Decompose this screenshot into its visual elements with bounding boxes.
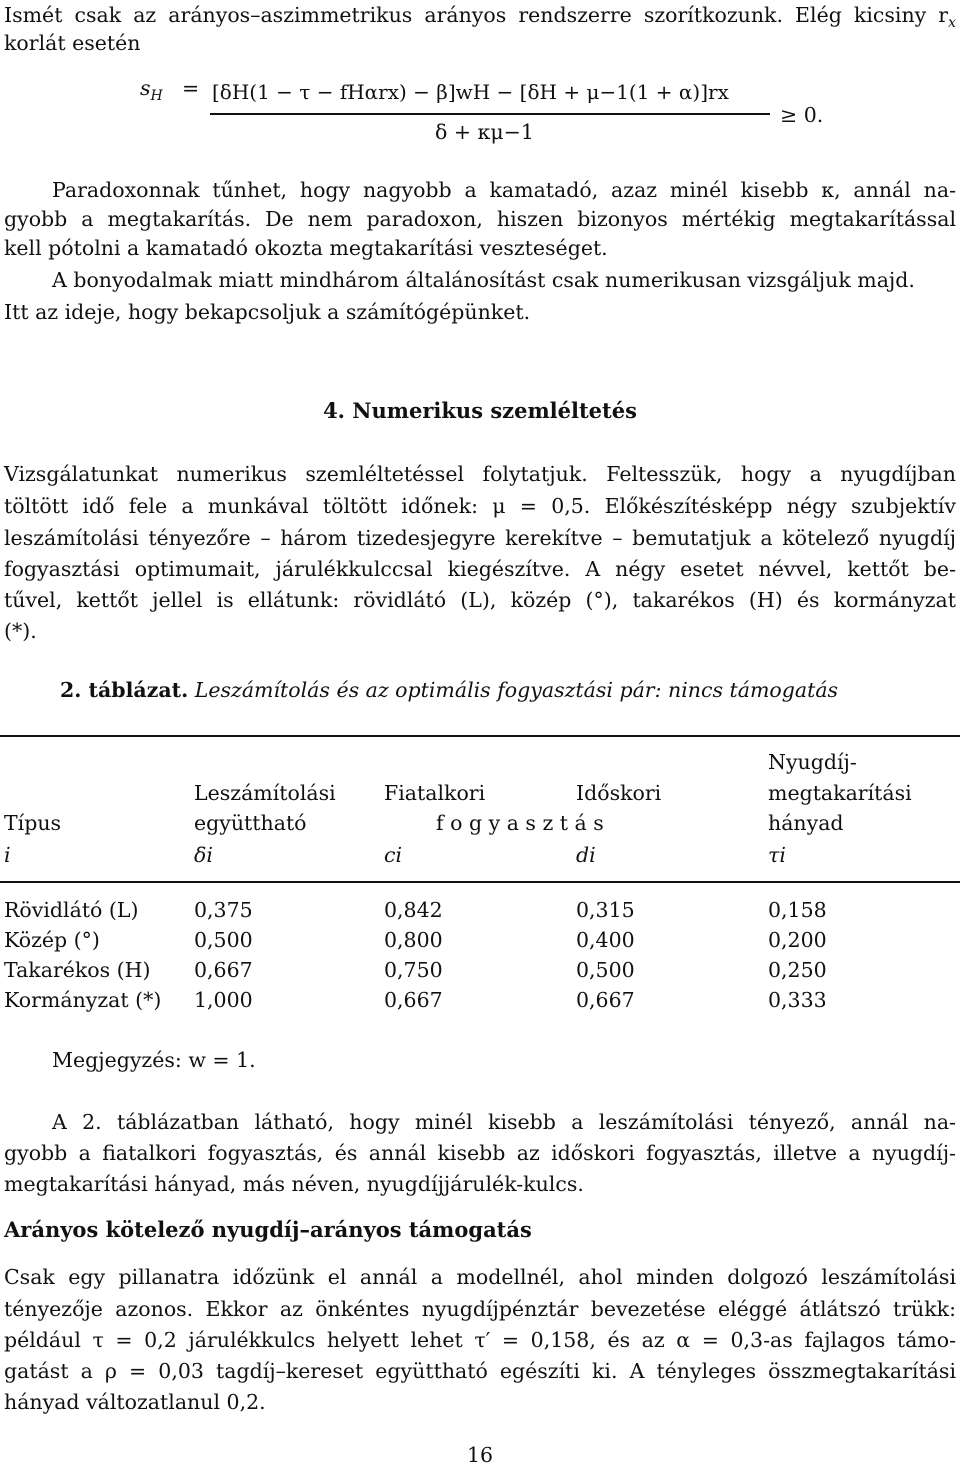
table-cell: 1,000 [194,988,253,1012]
equation-equals: = [182,76,200,100]
header-col5-line3: hányad [768,811,844,835]
table-cell: 0,667 [384,988,443,1012]
para5-line-5: hányad változatlanul 0,2. [4,1390,266,1414]
equation-numerator: [δH(1 − τ − fHαrx) − β]wH − [δH + μ−1(1 + α)]rx [212,80,729,104]
fraction-bar [210,113,770,115]
header-col3-symbol: ci [384,843,403,867]
header-col4-line2: Időskori [576,781,662,805]
table-cell: 0,667 [194,958,253,982]
para1-line-3: kell pótolni a kamatadó okozta megtakarítási veszteséget. [4,236,608,260]
header-span-consumption: f o g y a s z t á s [436,811,604,835]
table-cell: 0,842 [384,898,443,922]
table-caption-text: Leszámítolás és az optimális fogyasztási pár: nincs támogatás [194,678,839,702]
table-header-rule [0,881,960,883]
header-col5-line1: Nyugdíj- [768,750,857,774]
para1-line-1: Paradoxonnak tűnhet, hogy nagyobb a kamatadó, azaz minél kisebb κ, annál na- [52,178,956,202]
table-cell: 0,158 [768,898,827,922]
para3-line-1: Vizsgálatunkat numerikus szemléltetéssel folytatjuk. Feltesszük, hogy a nyugdíjban [4,462,956,486]
equation-lhs: $s_H$ [140,76,163,105]
para3-line-2: töltött idő fele a munkával töltött időnek: μ = 0,5. Előkészítésképp négy szubjektív [4,494,956,518]
table-cell: 0,315 [576,898,635,922]
para4-line-1: A 2. táblázatban látható, hogy minél kisebb a leszámítolási tényező, annál na- [52,1110,956,1134]
para4-line-3: megtakarítási hányad, más néven, nyugdíjjárulék-kulcs. [4,1172,584,1196]
para5-line-1: Csak egy pillanatra időzünk el annál a modellnél, ahol minden dolgozó leszámítolási [4,1265,956,1289]
header-col5-symbol: τi [768,843,786,867]
para3-line-5: tűvel, kettőt jellel is ellátunk: rövidlátó (L), közép (°), takarékos (H) és kormányzat [4,588,956,612]
table-cell: 0,250 [768,958,827,982]
para5-line-3: például τ = 0,2 járulékkulcs helyett lehet τ′ = 0,158, és az α = 0,3-as fajlagos támo- [4,1328,956,1352]
para3-line-6: (*). [4,619,37,643]
equation-denominator: δ + κμ−1 [435,120,534,144]
header-col3-line2: Fiatalkori [384,781,486,805]
para5-line-2: tényezője azonos. Ekkor az önkéntes nyugdíjpénztár bevezetése eléggé átlátszó trükk: [4,1297,956,1321]
table-cell: 0,667 [576,988,635,1012]
para3-line-3: leszámítolási tényezőre – három tizedesjegyre kerekítve – bemutatjuk a kötelező nyugdíj [4,526,956,550]
header-col2-line3: együttható [194,811,307,835]
para4-line-2: gyobb a fiatalkori fogyasztás, és annál kisebb az időskori fogyasztás, illetve a nyugdíj- [4,1141,956,1165]
intro-line-2: korlát esetén [4,31,141,55]
header-col1-line3: Típus [4,811,62,835]
table-cell: 0,500 [194,928,253,952]
header-col1-symbol: i [4,843,11,867]
table-caption-label: 2. táblázat. [60,678,189,702]
table-cell: 0,800 [384,928,443,952]
equation-rhs: ≥ 0. [780,103,824,127]
page-number: 16 [466,1443,494,1467]
para1-line-2: gyobb a megtakarítás. De nem paradoxon, hiszen bizonyos mértékig megtakarítással [4,207,956,231]
subsection-title: Arányos kötelező nyugdíj–arányos támogatás [4,1217,532,1242]
table-cell: 0,400 [576,928,635,952]
table-cell: 0,200 [768,928,827,952]
table-cell: 0,750 [384,958,443,982]
header-col2-symbol: δi [194,843,213,867]
table-cell: Rövidlátó (L) [4,898,139,922]
header-col2-line2: Leszámítolási [194,781,336,805]
table-cell: 0,333 [768,988,827,1012]
table-cell: Közép (°) [4,928,100,952]
para5-line-4: gatást a ρ = 0,03 tagdíj–kereset együttható egészíti ki. A tényleges összmegtakarítási [4,1359,956,1383]
para2-line-1: A bonyodalmak miatt mindhárom általánosítást csak numerikusan vizsgáljuk majd. [52,268,915,292]
table-cell: 0,500 [576,958,635,982]
header-col4-symbol: di [576,843,596,867]
table-caption [60,675,940,705]
intro-line-1: Ismét csak az arányos–aszimmetrikus arányos rendszerre szorítkozunk. Elég kicsiny $r_x$ [4,3,956,32]
para3-line-4: fogyasztási optimumait, járulékkulccsal kiegészítve. A négy esetet névvel, kettőt be- [4,557,956,581]
para2-line-2: Itt az ideje, hogy bekapcsoljuk a számítógépünket. [4,300,531,324]
table-cell: 0,375 [194,898,253,922]
table-top-rule [0,735,960,737]
header-col5-line2: megtakarítási [768,781,912,805]
table-cell: Kormányzat (*) [4,988,162,1012]
section-title: 4. Numerikus szemléltetés [323,398,637,423]
table-note: Megjegyzés: w = 1. [52,1048,256,1072]
table-cell: Takarékos (H) [4,958,151,982]
